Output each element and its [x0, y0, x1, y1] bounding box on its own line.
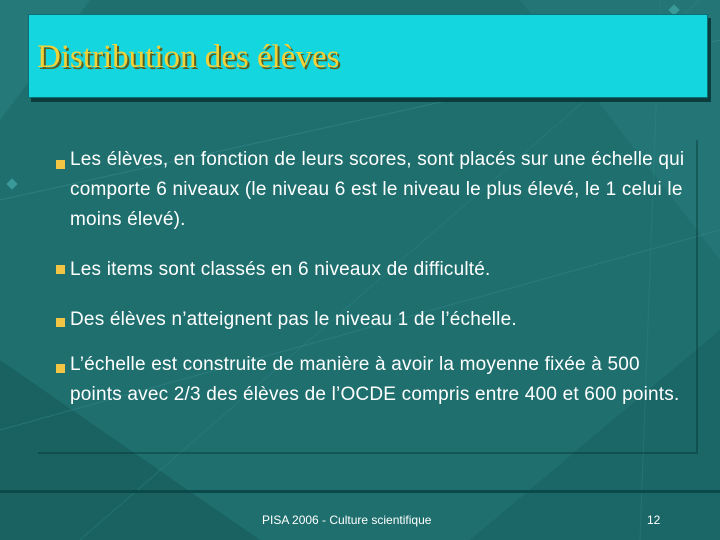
- bullet-item: Les élèves, en fonction de leurs scores, sont placés sur une échelle qui comporte 6 niveaux (le niveau 6 est le niveau le plus élevé, le 1 celui le moins élevé).: [70, 149, 685, 230]
- footer-divider: [0, 490, 720, 493]
- bullet-marker: [56, 318, 65, 327]
- bullet-marker: [56, 160, 65, 169]
- page-number: 12: [647, 513, 661, 527]
- bullet-marker: [56, 265, 65, 274]
- content-box: [36, 138, 696, 452]
- title-box: [28, 14, 708, 98]
- bullet-item: Des élèves n’atteignent pas le niveau 1 de l’échelle.: [70, 309, 517, 330]
- bullet-item: L’échelle est construite de manière à avoir la moyenne fixée à 500 points avec 2/3 des élèves de l’OCDE compris entre 400 et 600 points.: [70, 354, 680, 405]
- slide-title: Distribution des élèves: [37, 39, 340, 75]
- bullet-item: Les items sont classés en 6 niveaux de difficulté.: [70, 259, 491, 280]
- bullet-marker: [56, 364, 65, 373]
- footer-title: PISA 2006 - Culture scientifique: [262, 513, 432, 527]
